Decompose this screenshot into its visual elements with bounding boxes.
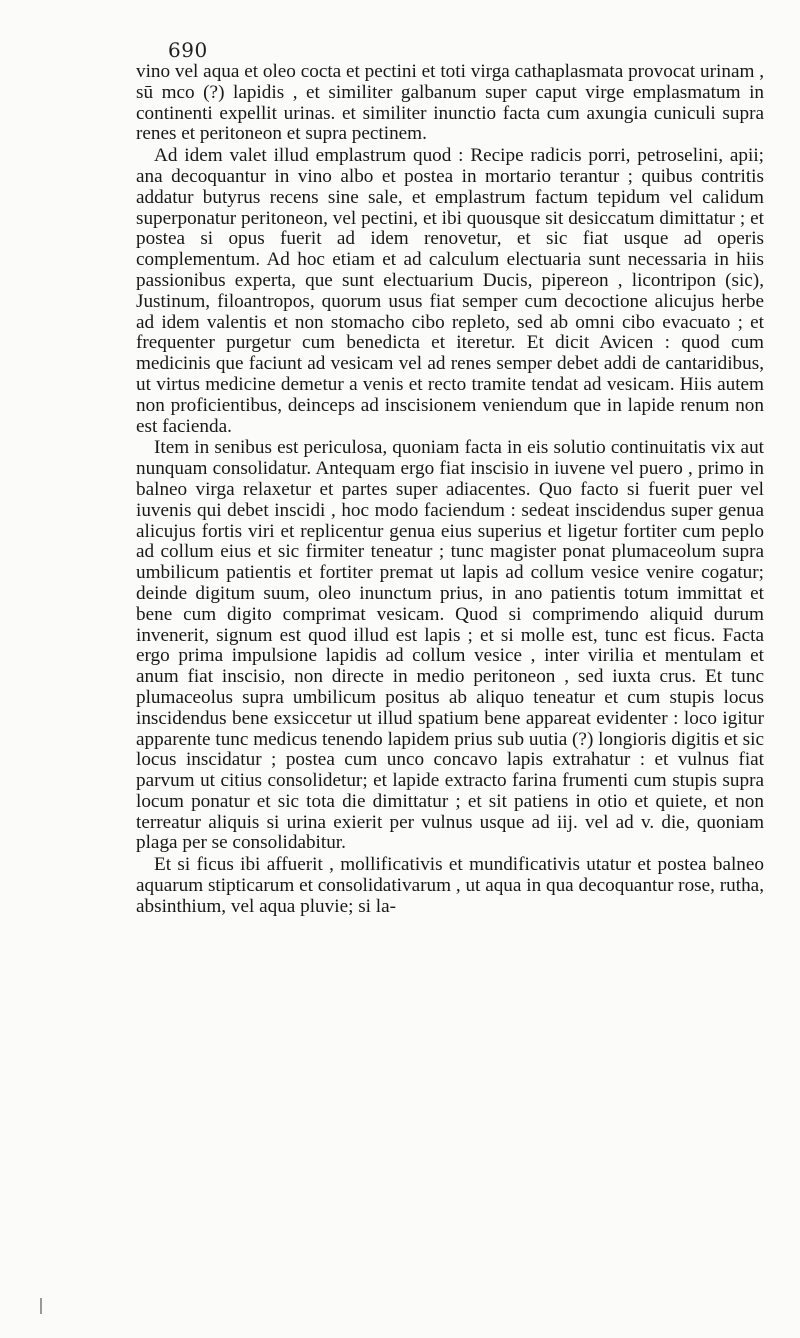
page-number: 690 — [168, 38, 208, 62]
margin-mark — [40, 1298, 42, 1314]
paragraph-1: vino vel aqua et oleo cocta et pectini et toti virga cathaplasmata provocat urinam , sū mco (?) lapidis , et similiter galbanum super caput virge emplasmatum in continenti expellit urinas. et similiter inunctio facta cum axungia cuniculi supra renes et peritoneon et supra pectinem. — [136, 61, 764, 145]
paragraph-2: Ad idem valet illud emplastrum quod : Recipe radicis porri, petroselini, apii; ana decoquantur in vino albo et postea in mortario terantur ; quibus contritis addatur butyrus recens sine sale, et emplastrum factum tepidum vel calidum superponatur peritoneon, vel pectini, et ibi quousque sit desiccatum dimittatur ; et postea si opus fuerit ad idem renovetur, et sic fiat usque ad operis complementum. Ad hoc etiam et ad calculum electuaria sunt necessaria in hiis passionibus experta, que sunt electuarium Ducis, pipereon , licontripon (sic), Justinum, filoantropos, quorum usus fiat semper cum decoctione alicujus herbe ad idem valentis et non stomacho cibo repleto, sed ab omni cibo evacuato ; et frequenter purgetur cum benedicta et iteretur. Et dicit Avicen : quod cum medicinis que faciunt ad vesicam vel ad renes semper debet addi de cantaridibus, ut virtus medicine demetur a venis et recto tramite tendat ad vesicam. Hiis autem non proficientibus, deinceps ad inscisionem veniendum que in lapide renum non est facienda. — [136, 145, 764, 437]
paragraph-4: Et si ficus ibi affuerit , mollificativis et mundificativis utatur et postea balneo aquarum stipticarum et consolidativarum , ut aqua in qua decoquantur rose, rutha, absinthium, vel aqua pluvie; si la- — [136, 854, 764, 917]
paragraph-3: Item in senibus est periculosa, quoniam facta in eis solutio continuitatis vix aut nunquam consolidatur. Antequam ergo fiat inscisio in iuvene vel puero , primo in balneo virga relaxetur et partes super adiacentes. Quo facto si fuerit puer vel iuvenis qui debet inscidi , hoc modo faciendum : sedeat inscidendus super genua alicujus fortis viri et replicentur genua eius superius et ligetur fortiter cum peplo ad collum eius et sic firmiter teneatur ; tunc magister ponat plumaceolum supra umbilicum patientis et fortiter premat ut lapis ad collum vesice venire cogatur; deinde digitum suum, oleo inunctum prius, in ano patientis totum immittat et bene cum digito comprimat vesicam. Quod si comprimendo aliquid durum invenerit, signum est quod illud est lapis ; et si molle est, tunc est ficus. Facta ergo prima impulsione lapidis ad collum vesice , inter virilia et mentulam et anum fiat inscisio, non directe in medio peritoneon , sed iuxta crus. Et tunc plumaceolus supra umbilicum positus ab aliquo teneatur et cum stupis locus inscidendus bene exsiccetur ut illud spatium bene appareat evidenter : loco igitur apparente tunc medicus tenendo lapidem prius sub uutia (?) longioris digitis et sic locus inscidatur ; postea cum unco concavo lapis extrahatur : et vulnus fiat parvum ut citius consolidetur; et lapide extracto farina frumenti cum stupis supra locum ponatur et sic tota die dimittatur ; et sit patiens in otio et quiete, et non terreatur aliquis si urina exierit per vulnus usque ad iij. vel ad v. die, quoniam plaga per se consolidabitur. — [136, 437, 764, 854]
body-text — [136, 62, 764, 918]
